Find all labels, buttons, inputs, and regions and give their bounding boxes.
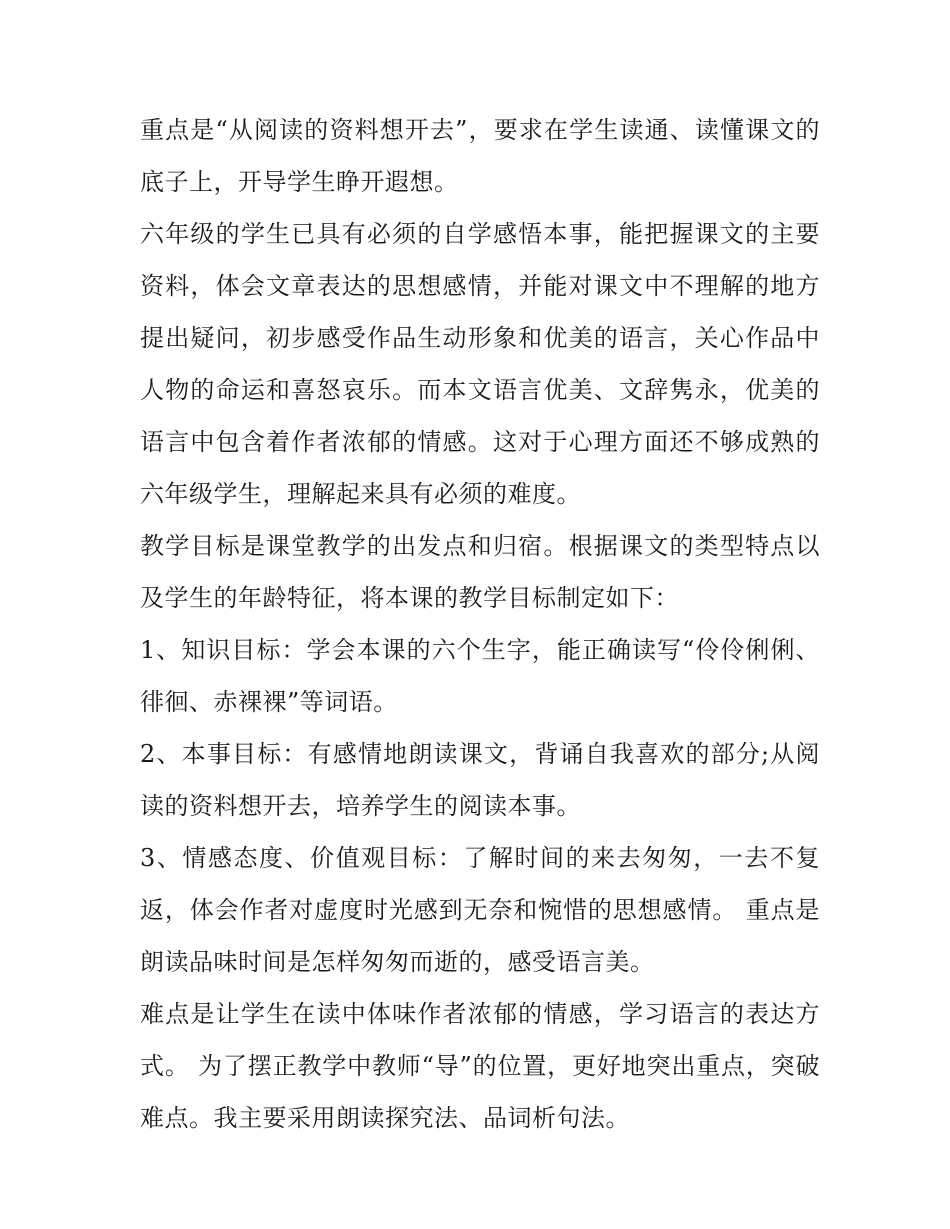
paragraph-teaching-goals-intro: 教学目标是课堂教学的出发点和归宿。根据课文的类型特点以及学生的年龄特征，将本课的教学目标制定如下： bbox=[140, 532, 820, 612]
paragraph-difficulty-methods: 难点是让学生在读中体味作者浓郁的情感，学习语言的表达方式。 为了摆正教学中教师“导”的位置，更好地突出重点，突破难点。我主要采用朗读探究法、品词析句法。 bbox=[140, 1000, 820, 1132]
paragraph-student-analysis: 六年级的学生已具有必须的自学感悟本事，能把握课文的主要资料，体会文章表达的思想感情，并能对课文中不理解的地方提出疑问，初步感受作品生动形象和优美的语言，关心作品中人物的命运和喜怒哀乐。而本文语言优美、文辞隽永，优美的语言中包含着作者浓郁的情感。这对于心理方面还不够成熟的六年级学生，理解起来具有必须的难度。 bbox=[140, 220, 820, 508]
paragraph-goal-emotion: 3、情感态度、价值观目标：了解时间的来去匆匆，一去不复返，体会作者对虚度时光感到无奈和惋惜的思想感情。 重点是朗读品味时间是怎样匆匆而逝的，感受语言美。 bbox=[140, 844, 820, 976]
paragraph-goal-knowledge: 1、知识目标：学会本课的六个生字，能正确读写“伶伶俐俐、徘徊、赤裸裸”等词语。 bbox=[140, 636, 820, 716]
paragraph-goal-skill: 2、本事目标：有感情地朗读课文，背诵自我喜欢的部分;从阅读的资料想开去，培养学生的阅读本事。 bbox=[140, 740, 820, 820]
document-body bbox=[140, 104, 820, 1144]
paragraph-focus: 重点是“从阅读的资料想开去”，要求在学生读通、读懂课文的底子上，开导学生睁开遐想。 bbox=[140, 116, 820, 196]
